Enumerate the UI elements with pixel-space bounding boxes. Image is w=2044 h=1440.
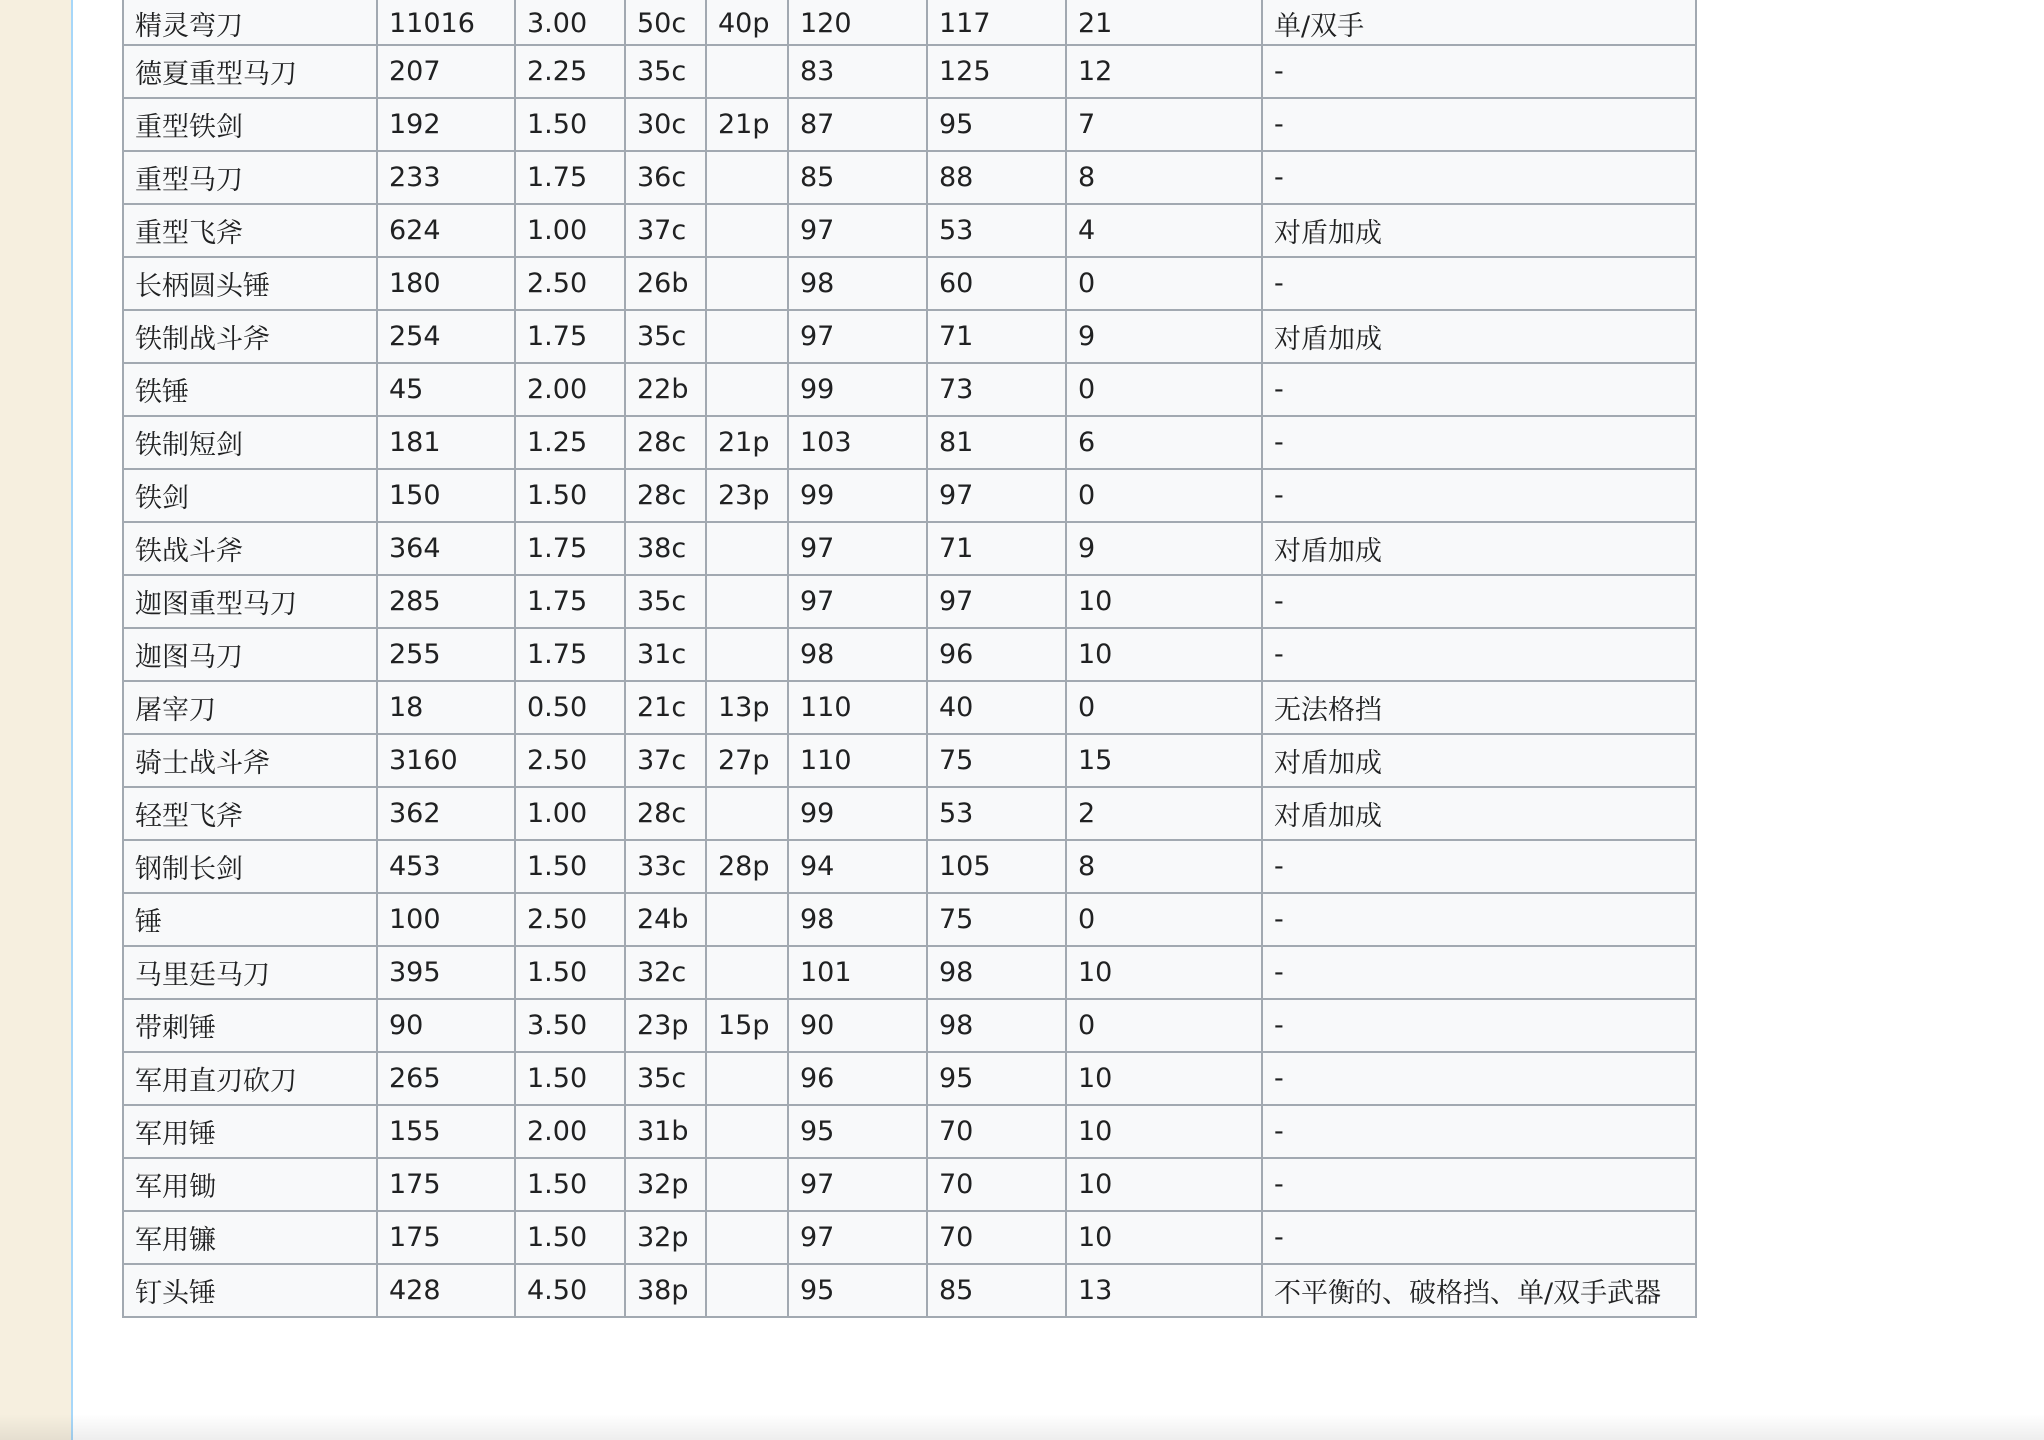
cell-notes: 单/双手 — [1262, 0, 1696, 45]
cell-reach: 71 — [927, 522, 1066, 575]
cell-requirement: 0 — [1066, 469, 1262, 522]
cell-price: 3160 — [377, 734, 515, 787]
cell-price: 207 — [377, 45, 515, 98]
cell-weapon-name: 轻型飞斧 — [123, 787, 377, 840]
cell-speed: 103 — [788, 416, 927, 469]
cell-requirement: 7 — [1066, 98, 1262, 151]
cell-price: 155 — [377, 1105, 515, 1158]
cell-swing-damage: 23p — [625, 999, 706, 1052]
cell-notes: - — [1262, 1211, 1696, 1264]
cell-reach: 71 — [927, 310, 1066, 363]
table-row — [123, 840, 1696, 893]
cell-speed: 94 — [788, 840, 927, 893]
cell-weapon-name: 德夏重型马刀 — [123, 45, 377, 98]
cell-weight: 1.75 — [515, 628, 625, 681]
cell-notes: - — [1262, 628, 1696, 681]
cell-weight: 4.50 — [515, 1264, 625, 1317]
cell-swing-damage: 36c — [625, 151, 706, 204]
cell-reach: 85 — [927, 1264, 1066, 1317]
cell-weight: 1.50 — [515, 1158, 625, 1211]
table-row — [123, 893, 1696, 946]
cell-thrust-damage: 21p — [706, 98, 788, 151]
cell-weapon-name: 铁制短剑 — [123, 416, 377, 469]
cell-thrust-damage — [706, 45, 788, 98]
cell-reach: 81 — [927, 416, 1066, 469]
cell-price: 255 — [377, 628, 515, 681]
table-row — [123, 1211, 1696, 1264]
cell-notes: - — [1262, 999, 1696, 1052]
cell-swing-damage: 38p — [625, 1264, 706, 1317]
weapons-table — [122, 0, 1697, 1318]
cell-requirement: 6 — [1066, 416, 1262, 469]
cell-thrust-damage — [706, 151, 788, 204]
cell-speed: 120 — [788, 0, 927, 45]
cell-reach: 70 — [927, 1211, 1066, 1264]
cell-weight: 2.00 — [515, 363, 625, 416]
cell-weight: 1.50 — [515, 946, 625, 999]
cell-reach: 95 — [927, 98, 1066, 151]
cell-reach: 73 — [927, 363, 1066, 416]
cell-notes: - — [1262, 416, 1696, 469]
cell-reach: 75 — [927, 734, 1066, 787]
cell-speed: 95 — [788, 1105, 927, 1158]
cell-speed: 97 — [788, 522, 927, 575]
cell-weapon-name: 骑士战斗斧 — [123, 734, 377, 787]
cell-weight: 1.50 — [515, 98, 625, 151]
cell-weight: 1.00 — [515, 787, 625, 840]
cell-notes: - — [1262, 151, 1696, 204]
cell-requirement: 0 — [1066, 893, 1262, 946]
cell-reach: 98 — [927, 946, 1066, 999]
cell-swing-damage: 35c — [625, 45, 706, 98]
cell-swing-damage: 21c — [625, 681, 706, 734]
cell-swing-damage: 35c — [625, 575, 706, 628]
cell-requirement: 10 — [1066, 1052, 1262, 1105]
cell-weapon-name: 军用直刃砍刀 — [123, 1052, 377, 1105]
cell-price: 265 — [377, 1052, 515, 1105]
cell-notes: 对盾加成 — [1262, 787, 1696, 840]
cell-notes: - — [1262, 45, 1696, 98]
cell-price: 453 — [377, 840, 515, 893]
cell-price: 285 — [377, 575, 515, 628]
cell-weapon-name: 屠宰刀 — [123, 681, 377, 734]
cell-weapon-name: 长柄圆头锤 — [123, 257, 377, 310]
cell-swing-damage: 32p — [625, 1211, 706, 1264]
cell-speed: 97 — [788, 1158, 927, 1211]
cell-speed: 99 — [788, 787, 927, 840]
cell-requirement: 0 — [1066, 681, 1262, 734]
cell-swing-damage: 38c — [625, 522, 706, 575]
cell-price: 11016 — [377, 0, 515, 45]
cell-speed: 98 — [788, 893, 927, 946]
cell-weapon-name: 钉头锤 — [123, 1264, 377, 1317]
cell-reach: 53 — [927, 787, 1066, 840]
cell-thrust-damage — [706, 1211, 788, 1264]
cell-price: 150 — [377, 469, 515, 522]
cell-notes: 对盾加成 — [1262, 310, 1696, 363]
cell-reach: 70 — [927, 1105, 1066, 1158]
cell-thrust-damage — [706, 1158, 788, 1211]
cell-speed: 110 — [788, 681, 927, 734]
sidebar-background — [0, 0, 71, 1440]
cell-requirement: 10 — [1066, 1105, 1262, 1158]
cell-weight: 1.75 — [515, 151, 625, 204]
cell-notes: - — [1262, 575, 1696, 628]
cell-weight: 1.75 — [515, 522, 625, 575]
cell-weight: 1.25 — [515, 416, 625, 469]
weapons-table-body — [123, 0, 1696, 1317]
cell-swing-damage: 35c — [625, 310, 706, 363]
cell-thrust-damage — [706, 363, 788, 416]
cell-reach: 105 — [927, 840, 1066, 893]
cell-weapon-name: 军用镰 — [123, 1211, 377, 1264]
table-row — [123, 575, 1696, 628]
cell-swing-damage: 24b — [625, 893, 706, 946]
cell-price: 181 — [377, 416, 515, 469]
table-row — [123, 204, 1696, 257]
cell-notes: - — [1262, 469, 1696, 522]
cell-thrust-damage — [706, 787, 788, 840]
cell-speed: 90 — [788, 999, 927, 1052]
table-row — [123, 946, 1696, 999]
cell-price: 364 — [377, 522, 515, 575]
cell-requirement: 9 — [1066, 310, 1262, 363]
cell-requirement: 10 — [1066, 1211, 1262, 1264]
cell-weapon-name: 马里廷马刀 — [123, 946, 377, 999]
cell-weapon-name: 铁锤 — [123, 363, 377, 416]
cell-notes: - — [1262, 840, 1696, 893]
cell-requirement: 0 — [1066, 999, 1262, 1052]
cell-speed: 98 — [788, 628, 927, 681]
cell-thrust-damage: 28p — [706, 840, 788, 893]
cell-speed: 110 — [788, 734, 927, 787]
cell-speed: 85 — [788, 151, 927, 204]
cell-speed: 87 — [788, 98, 927, 151]
cell-weight: 1.50 — [515, 1052, 625, 1105]
table-row — [123, 257, 1696, 310]
cell-reach: 98 — [927, 999, 1066, 1052]
cell-thrust-damage — [706, 522, 788, 575]
cell-notes: 不平衡的、破格挡、单/双手武器 — [1262, 1264, 1696, 1317]
cell-weapon-name: 铁制战斗斧 — [123, 310, 377, 363]
cell-requirement: 15 — [1066, 734, 1262, 787]
table-row — [123, 363, 1696, 416]
cell-price: 233 — [377, 151, 515, 204]
cell-thrust-damage: 15p — [706, 999, 788, 1052]
cell-price: 180 — [377, 257, 515, 310]
cell-swing-damage: 32c — [625, 946, 706, 999]
cell-swing-damage: 28c — [625, 416, 706, 469]
cell-requirement: 0 — [1066, 363, 1262, 416]
cell-notes: - — [1262, 946, 1696, 999]
cell-price: 175 — [377, 1211, 515, 1264]
cell-weight: 1.50 — [515, 1211, 625, 1264]
cell-swing-damage: 35c — [625, 1052, 706, 1105]
cell-speed: 97 — [788, 204, 927, 257]
cell-price: 624 — [377, 204, 515, 257]
table-row — [123, 681, 1696, 734]
cell-notes: - — [1262, 1158, 1696, 1211]
cell-notes: - — [1262, 893, 1696, 946]
cell-reach: 95 — [927, 1052, 1066, 1105]
cell-requirement: 2 — [1066, 787, 1262, 840]
table-row — [123, 1105, 1696, 1158]
cell-swing-damage: 37c — [625, 734, 706, 787]
table-row — [123, 416, 1696, 469]
table-row — [123, 1264, 1696, 1317]
cell-requirement: 10 — [1066, 628, 1262, 681]
cell-price: 395 — [377, 946, 515, 999]
cell-requirement: 10 — [1066, 946, 1262, 999]
cell-swing-damage: 50c — [625, 0, 706, 45]
cell-swing-damage: 26b — [625, 257, 706, 310]
cell-thrust-damage — [706, 628, 788, 681]
cell-thrust-damage — [706, 1105, 788, 1158]
cell-reach: 53 — [927, 204, 1066, 257]
cell-price: 90 — [377, 999, 515, 1052]
cell-notes: 对盾加成 — [1262, 734, 1696, 787]
cell-speed: 97 — [788, 575, 927, 628]
cell-speed: 95 — [788, 1264, 927, 1317]
cell-thrust-damage — [706, 893, 788, 946]
cell-thrust-damage — [706, 575, 788, 628]
table-row — [123, 522, 1696, 575]
cell-requirement: 0 — [1066, 257, 1262, 310]
cell-price: 100 — [377, 893, 515, 946]
cell-weight: 1.75 — [515, 310, 625, 363]
cell-reach: 70 — [927, 1158, 1066, 1211]
cell-swing-damage: 30c — [625, 98, 706, 151]
cell-reach: 60 — [927, 257, 1066, 310]
table-row — [123, 999, 1696, 1052]
cell-swing-damage: 28c — [625, 787, 706, 840]
cell-swing-damage: 22b — [625, 363, 706, 416]
cell-swing-damage: 31c — [625, 628, 706, 681]
cell-reach: 75 — [927, 893, 1066, 946]
table-row — [123, 628, 1696, 681]
cell-thrust-damage — [706, 257, 788, 310]
table-row — [123, 151, 1696, 204]
cell-thrust-damage — [706, 310, 788, 363]
cell-weapon-name: 军用锤 — [123, 1105, 377, 1158]
cell-weapon-name: 迦图重型马刀 — [123, 575, 377, 628]
cell-thrust-damage: 13p — [706, 681, 788, 734]
cell-speed: 96 — [788, 1052, 927, 1105]
cell-weapon-name: 带刺锤 — [123, 999, 377, 1052]
cell-weapon-name: 铁剑 — [123, 469, 377, 522]
cell-thrust-damage — [706, 204, 788, 257]
cell-requirement: 12 — [1066, 45, 1262, 98]
cell-reach: 88 — [927, 151, 1066, 204]
cell-notes: 对盾加成 — [1262, 204, 1696, 257]
cell-thrust-damage: 40p — [706, 0, 788, 45]
cell-weapon-name: 铁战斗斧 — [123, 522, 377, 575]
cell-reach: 40 — [927, 681, 1066, 734]
cell-price: 192 — [377, 98, 515, 151]
cell-notes: - — [1262, 1052, 1696, 1105]
cell-reach: 96 — [927, 628, 1066, 681]
cell-requirement: 9 — [1066, 522, 1262, 575]
cell-weight: 1.50 — [515, 469, 625, 522]
cell-swing-damage: 33c — [625, 840, 706, 893]
cell-weight: 2.25 — [515, 45, 625, 98]
cell-requirement: 10 — [1066, 575, 1262, 628]
cell-swing-damage: 28c — [625, 469, 706, 522]
table-row — [123, 787, 1696, 840]
cell-weapon-name: 军用锄 — [123, 1158, 377, 1211]
cell-weapon-name: 钢制长剑 — [123, 840, 377, 893]
cell-requirement: 13 — [1066, 1264, 1262, 1317]
cell-weapon-name: 重型飞斧 — [123, 204, 377, 257]
cell-speed: 97 — [788, 1211, 927, 1264]
cell-weight: 3.00 — [515, 0, 625, 45]
cell-speed: 99 — [788, 469, 927, 522]
cell-price: 362 — [377, 787, 515, 840]
cell-notes: 无法格挡 — [1262, 681, 1696, 734]
cell-weight: 1.50 — [515, 840, 625, 893]
cell-thrust-damage — [706, 1052, 788, 1105]
cell-weight: 3.50 — [515, 999, 625, 1052]
cell-swing-damage: 37c — [625, 204, 706, 257]
cell-requirement: 8 — [1066, 840, 1262, 893]
cell-speed: 98 — [788, 257, 927, 310]
cell-weapon-name: 重型马刀 — [123, 151, 377, 204]
cell-weight: 2.50 — [515, 893, 625, 946]
table-row — [123, 469, 1696, 522]
cell-notes: - — [1262, 1105, 1696, 1158]
cell-reach: 97 — [927, 575, 1066, 628]
cell-price: 428 — [377, 1264, 515, 1317]
cell-weapon-name: 精灵弯刀 — [123, 0, 377, 45]
cell-speed: 99 — [788, 363, 927, 416]
table-row — [123, 734, 1696, 787]
cell-requirement: 4 — [1066, 204, 1262, 257]
cell-price: 18 — [377, 681, 515, 734]
cell-requirement: 10 — [1066, 1158, 1262, 1211]
cell-weapon-name: 锤 — [123, 893, 377, 946]
table-row — [123, 1158, 1696, 1211]
cell-thrust-damage: 27p — [706, 734, 788, 787]
cell-speed: 101 — [788, 946, 927, 999]
cell-notes: - — [1262, 257, 1696, 310]
cell-weight: 0.50 — [515, 681, 625, 734]
cell-price: 175 — [377, 1158, 515, 1211]
cell-weapon-name: 迦图马刀 — [123, 628, 377, 681]
cell-requirement: 8 — [1066, 151, 1262, 204]
cell-thrust-damage: 21p — [706, 416, 788, 469]
cell-notes: 对盾加成 — [1262, 522, 1696, 575]
cell-requirement: 21 — [1066, 0, 1262, 45]
cell-reach: 117 — [927, 0, 1066, 45]
cell-speed: 83 — [788, 45, 927, 98]
cell-reach: 125 — [927, 45, 1066, 98]
table-row — [123, 310, 1696, 363]
cell-notes: - — [1262, 363, 1696, 416]
cell-price: 45 — [377, 363, 515, 416]
cell-reach: 97 — [927, 469, 1066, 522]
cell-weight: 2.00 — [515, 1105, 625, 1158]
cell-weapon-name: 重型铁剑 — [123, 98, 377, 151]
cell-weight: 2.50 — [515, 257, 625, 310]
table-row — [123, 1052, 1696, 1105]
cell-thrust-damage — [706, 946, 788, 999]
cell-swing-damage: 32p — [625, 1158, 706, 1211]
cell-weight: 1.00 — [515, 204, 625, 257]
table-row — [123, 98, 1696, 151]
cell-weight: 1.75 — [515, 575, 625, 628]
cell-weight: 2.50 — [515, 734, 625, 787]
cell-thrust-damage: 23p — [706, 469, 788, 522]
cell-speed: 97 — [788, 310, 927, 363]
cell-notes: - — [1262, 98, 1696, 151]
cell-thrust-damage — [706, 1264, 788, 1317]
cell-swing-damage: 31b — [625, 1105, 706, 1158]
cell-price: 254 — [377, 310, 515, 363]
table-row — [123, 0, 1696, 45]
table-row — [123, 45, 1696, 98]
